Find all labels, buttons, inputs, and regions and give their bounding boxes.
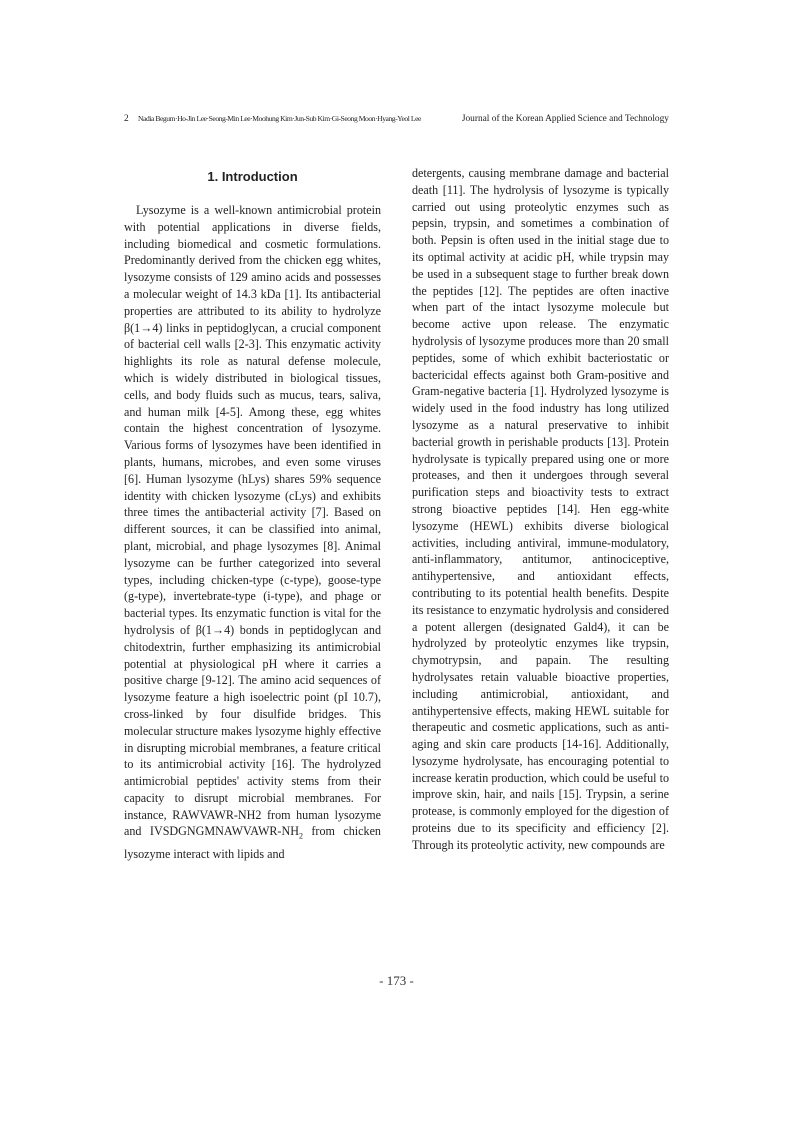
left-column — [124, 165, 381, 862]
header-authors: Nadia Begum·Ho-Jin Lee·Seong-Min Lee·Moohung Kim·Jun-Sub Kim·Gi-Seong Moon·Hyang-Yeol Lee — [138, 114, 421, 123]
header-page-number: 2 — [124, 114, 129, 124]
running-header — [124, 112, 669, 126]
intro-paragraph-right: detergents, causing membrane damage and bacterial death [11]. The hydrolysis of lysozyme is typically carried out using proteolytic enzymes such as pepsin, trypsin, and sometimes a combination of both. Pepsin is often used in the initial stage due to its optimal activity at acidic pH, while trypsin may be used in a subsequent stage to further break down the peptides [12]. The peptides are often inactive when part of the intact lysozyme molecule but become active upon release. The enzymatic hydrolysis of lysozyme produces more than 20 small peptides, some of which exhibit bacteriostatic or bactericidal effects against both Gram-positive and Gram-negative bacteria [1]. Hydrolyzed lysozyme is widely used in the food industry has long utilized lysozyme as a natural preservative to inhibit bacterial growth in perishable products [13]. Protein hydrolysate is typically prepared using one or more proteases, and then it undergoes through several purification steps and bioactivity tests to extract strong bioactive peptides [14]. Hen egg-white lysozyme (HEWL) exhibits diverse biological activities, including antiviral, immune-modulatory, anti-inflammatory, antitumor, antinociceptive, antihypertensive, and antioxidant effects, contributing to its potential health benefits. Despite its resistance to enzymatic hydrolysis and considered a potent allergen (designated Gald4), it can be hydrolyzed by proteolytic enzymes like trypsin, chymotrypsin, and papain. The resulting hydrolysates retain valuable bioactive properties, including antimicrobial, antioxidant, and antihypertensive effects, making HEWL suitable for therapeutic and cosmetic applications, such as anti-aging and skin care products [14-16]. Additionally, lysozyme hydrolysate, has encouraging potential to increase keratin production, which could be useful to improve skin, hair, and nails [15]. Trypsin, a serine protease, is commonly employed for the digestion of proteins due to its specificity and efficiency [2]. Through its proteolytic activity, new compounds are — [412, 166, 669, 852]
right-column — [412, 165, 669, 854]
footer-page-number: - 173 - — [379, 973, 414, 988]
intro-text-left: Lysozyme is a well-known antimicrobial protein with potential applications in diverse fields, including biomedical and cosmetic formulations. Predominantly derived from the chicken egg whites, lysozyme consists of 129 amino acids and possesses a molecular weight of 14.3 kDa [1]. Its antibacterial properties are attributed to its ability to hydrolyze β(1→4) links in peptidoglycan, a crucial component of bacterial cell walls [2-3]. This enzymatic activity highlights its role as natural defense molecule, which is widely distributed in biological tissues, cells, and body fluids such as mucus, tears, saliva, and human milk [4-5]. Among these, egg whites contain the highest concentration of lysozyme. Various forms of lysozymes have been identified in plants, humans, microbes, and even some viruses [6]. Human lysozyme (hLys) shares 59% sequence identity with chicken lysozyme (cLys) and exhibits three times the antibacterial activity [7]. Based on different sources, it can be classified into animal, plant, microbial, and phage lysozymes [8]. Animal lysozyme can be further categorized into several types, including chicken-type (c-type), goose-type (g-type), invertebrate-type (i-type), and phage or bacterial types. Its enzymatic function is vital for the hydrolysis of β(1→4) bonds in peptidoglycan and chitodextrin, further emphasizing its antimicrobial potential at physiological pH where it carries a positive charge [9-12]. The amino acid sequences of lysozyme feature a high isoelectric point (pI 10.7), cross-linked by four disulfide bridges. This molecular structure makes lysozyme highly effective in disrupting microbial membranes, a feature critical to its antimicrobial activity [16]. The hydrolyzed antimicrobial peptides' activity stems from their capacity to disrupt microbial membranes. For instance, RAWVAWR-NH2 from human lysozyme and IVSDGNGMNAWVAWR-NH — [124, 203, 381, 839]
section-heading: 1. Introduction — [207, 169, 298, 184]
intro-text-left-end: from chicken lysozyme interact with lipids and — [124, 824, 381, 861]
header-journal-title: Journal of the Korean Applied Science and Technology — [461, 114, 669, 124]
intro-paragraph-left — [124, 202, 381, 862]
subscript-2: 2 — [298, 831, 303, 841]
